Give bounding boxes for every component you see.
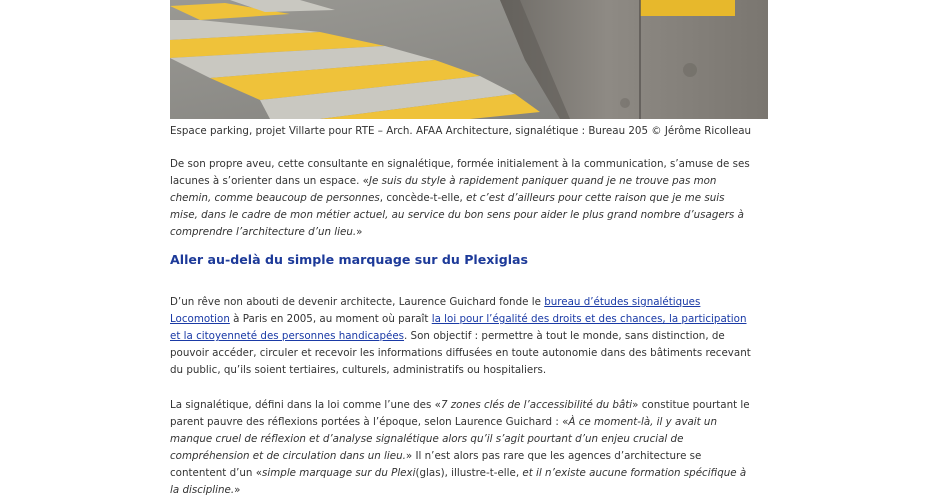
para3-text-3: » Il n’est alors pas rare que les agences d’architecture se contentent d’un « bbox=[170, 450, 702, 480]
image-caption: Espace parking, projet Villarte pour RTE – Arch. AFAA Architecture, signalétique : Bureau 205 © Jérôme Ricolleau bbox=[170, 125, 752, 137]
para2-text-3: . Son objectif : permettre à tout le monde, sans distinction, de pouvoir accéder, circuler et recevoir les informations diffusées en toute autonomie dans des bâtiments recevant du public, qu’ils soient tertiaires, culturels, administratifs ou hospitaliers. bbox=[170, 330, 751, 377]
yellow-sign bbox=[640, 0, 735, 16]
para2-text-2: à Paris en 2005, au moment où paraît bbox=[229, 313, 432, 326]
para3-quote-4: et il n’existe aucune formation spécifique à la discipline. bbox=[170, 467, 747, 497]
para3-quote-1: 7 zones clés de l’accessibilité du bâti bbox=[440, 399, 633, 411]
para3-quote-3: simple marquage sur du Plexi bbox=[262, 467, 416, 480]
locomotion-link[interactable]: bureau d’études signalétiques Locomotion bbox=[170, 296, 701, 326]
paragraph-signaletique bbox=[170, 397, 755, 500]
para1-quote-2: et c’est d’ailleurs pour cette raison que je me suis mise, dans le cadre de mon métier actuel, au service du bon sens pour aider le plus grand nombre d’usagers à comprendre l’architecture d’un lieu. bbox=[170, 192, 744, 239]
section-heading: Aller au-delà du simple marquage sur du Plexiglas bbox=[170, 252, 529, 267]
parking-photo-drawing bbox=[170, 0, 768, 119]
parking-photo bbox=[170, 0, 768, 119]
para3-quote-2: À ce moment-là, il y avait un manque cruel de réflexion et d’analyse signalétique alors qu’il s’agit pourtant d’un enjeu crucial de compréhension et de circulation dans un lieu. bbox=[170, 416, 717, 463]
loi-handicap-link[interactable]: la loi pour l’égalité des droits et des chances, la participation et la citoyenneté des personnes handicapées bbox=[170, 313, 747, 343]
para1-text-1: De son propre aveu, cette consultante en signalétique, formée initialement à la communication, s’amuse de ses lacunes à s’orienter dans un espace. « bbox=[170, 158, 750, 188]
para1-quote-1: Je suis du style à rapidement paniquer quand je ne trouve pas mon chemin, comme beaucoup de personnes bbox=[170, 175, 717, 205]
para3-text-5: » bbox=[234, 484, 241, 497]
para2-text-1: D’un rêve non abouti de devenir architecte, Laurence Guichard fonde le bbox=[170, 296, 545, 308]
para3-text-2: » constitue pourtant le parent pauvre des réflexions portées à l’époque, selon Laurence Guichard : « bbox=[170, 399, 750, 429]
paragraph-locomotion bbox=[170, 294, 755, 379]
para1-text-2: , concède-t-elle, bbox=[379, 192, 467, 205]
para3-text-4: (glas), illustre-t-elle, bbox=[415, 467, 523, 480]
para1-text-3: » bbox=[356, 226, 363, 239]
para3-text-1: La signalétique, défini dans la loi comme l’une des « bbox=[170, 399, 441, 411]
paragraph-intro bbox=[170, 156, 755, 241]
